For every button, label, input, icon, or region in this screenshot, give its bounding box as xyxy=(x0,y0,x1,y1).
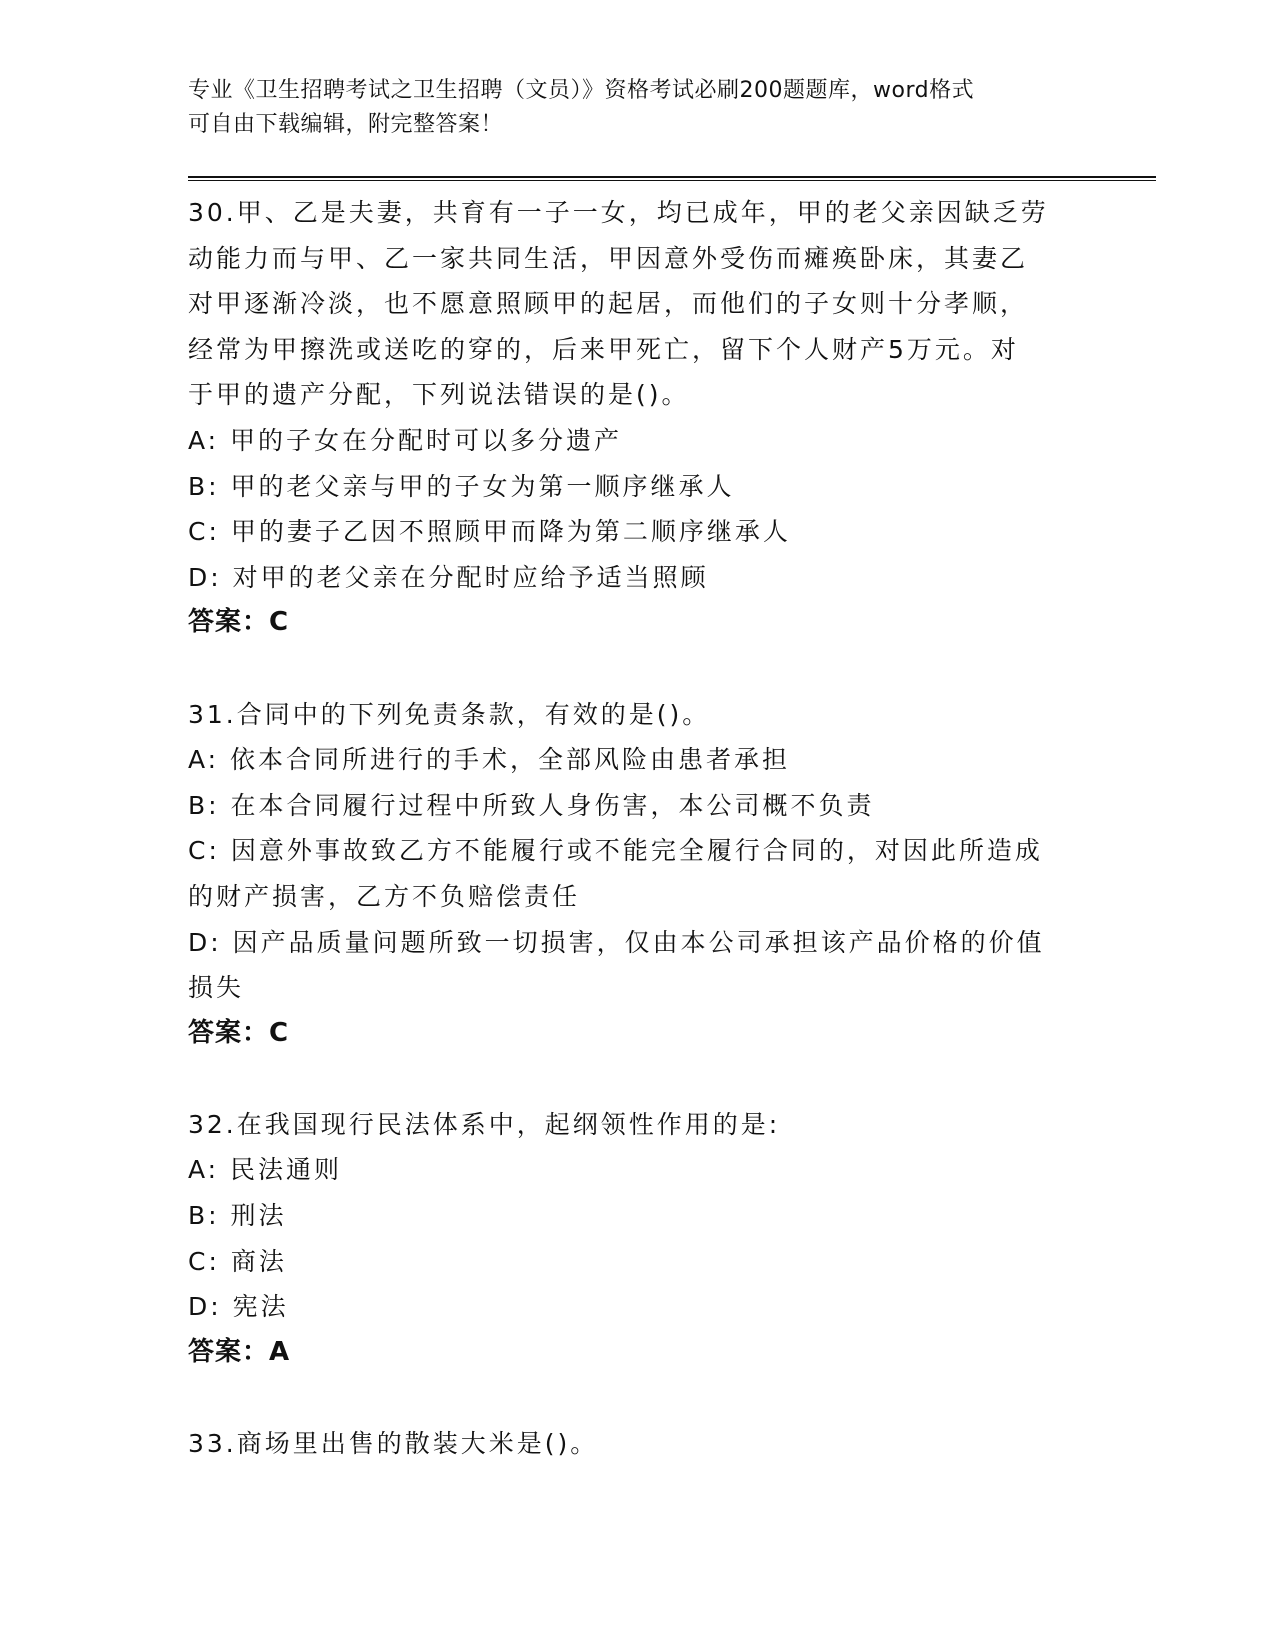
header-line: 专业《卫生招聘考试之卫生招聘（文员）》资格考试必刷200题题库，word格式 xyxy=(188,78,975,103)
option-a: A: 依本合同所进行的手术，全部风险由患者承担 xyxy=(188,745,791,775)
option-c: C: 商法 xyxy=(188,1246,287,1276)
question-33 xyxy=(188,1421,1088,1467)
question-30 xyxy=(188,190,1088,646)
option-c-continued: 的财产损害，乙方不负赔偿责任 xyxy=(188,881,581,911)
question-stem-line: 对甲逐渐冷淡，也不愿意照顾甲的起居，而他们的子女则十分孝顺， xyxy=(188,289,1029,319)
spacer xyxy=(188,646,1088,692)
option-b: B: 甲的老父亲与甲的子女为第一顺序继承人 xyxy=(188,471,735,501)
answer-label: 答案：A xyxy=(188,1336,291,1367)
option-a: A: 民法通则 xyxy=(188,1155,343,1185)
question-list xyxy=(188,190,1088,1467)
document-page xyxy=(188,0,1158,1650)
option-b: B: 在本合同履行过程中所致人身伤害，本公司概不负责 xyxy=(188,790,875,820)
question-stem-line: 动能力而与甲、乙一家共同生活，甲因意外受伤而瘫痪卧床，其妻乙 xyxy=(188,243,1029,273)
question-stem-line: 30.甲、乙是夫妻，共育有一子一女，均已成年，甲的老父亲因缺乏劳 xyxy=(188,198,1049,227)
option-d: D: 宪法 xyxy=(188,1292,289,1322)
option-c: C: 因意外事故致乙方不能履行或不能完全履行合同的，对因此所造成 xyxy=(188,836,1043,866)
question-stem-line: 31.合同中的下列免责条款，有效的是()。 xyxy=(188,699,711,729)
question-stem-line: 经常为甲擦洗或送吃的穿的，后来甲死亡，留下个人财产5万元。对 xyxy=(188,334,1019,364)
question-stem-line: 于甲的遗产分配，下列说法错误的是()。 xyxy=(188,380,690,410)
option-b: B: 刑法 xyxy=(188,1201,287,1231)
question-stem-line: 33.商场里出售的散装大米是()。 xyxy=(188,1429,599,1459)
option-d: D: 对甲的老父亲在分配时应给予适当照顾 xyxy=(188,562,709,592)
option-a: A: 甲的子女在分配时可以多分遗产 xyxy=(188,425,623,455)
document-header xyxy=(188,74,1088,142)
header-line: 可自由下载编辑，附完整答案！ xyxy=(188,112,504,137)
question-31 xyxy=(188,692,1088,1057)
spacer xyxy=(188,1056,1088,1102)
question-32 xyxy=(188,1102,1088,1376)
header-divider xyxy=(188,176,1156,181)
question-stem-line: 32.在我国现行民法体系中，起纲领性作用的是: xyxy=(188,1109,781,1139)
answer-label: 答案：C xyxy=(188,1017,290,1048)
answer-label: 答案：C xyxy=(188,607,290,638)
option-d: D: 因产品质量问题所致一切损害，仅由本公司承担该产品价格的价值 xyxy=(188,927,1045,957)
spacer xyxy=(188,1375,1088,1421)
option-c: C: 甲的妻子乙因不照顾甲而降为第二顺序继承人 xyxy=(188,517,791,547)
option-d-continued: 损失 xyxy=(188,973,245,1003)
